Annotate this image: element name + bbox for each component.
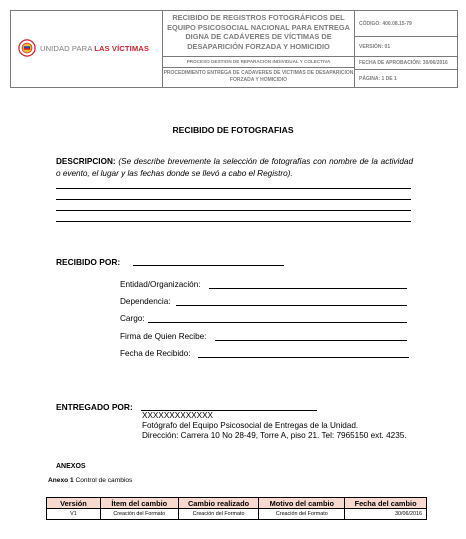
header-title-cell — [163, 11, 355, 87]
annex-1-text: Control de cambios — [73, 477, 133, 484]
position-label: Cargo: — [120, 314, 145, 323]
column-header: Fecha del cambio — [345, 498, 427, 509]
version-label: VERSIÓN: 01 — [355, 37, 457, 57]
position-field[interactable] — [148, 322, 407, 323]
document-title: RECIBIDO DE FOTOGRAFIAS — [172, 125, 294, 135]
column-header: Motivo del cambio — [259, 498, 345, 509]
delivered-address: Dirección: Carrera 10 No 28-49, Torre A, piso 21. Tel: 7965150 ext. 4235. — [142, 430, 407, 440]
form-title: RECIBIDO DE REGISTROS FOTOGRÁFICOS DEL EQUIPO PSICOSOCIAL NACIONAL PARA ENTREGA DIGNA DE CADÁVERES DE VÍCTIMAS DE DESAPARICIÓN FORZADA Y HOMICIDIO — [163, 11, 354, 57]
document-header — [10, 10, 458, 88]
table-row — [47, 509, 427, 520]
table-cell: 30/06/2016 — [345, 509, 427, 520]
delivered-role: Fotógrafo del Equipo Psicosocial de Entregas de la Unidad. — [142, 420, 359, 430]
delivered-name: XXXXXXXXXXXXX — [142, 411, 213, 420]
column-header: Versión — [47, 498, 101, 509]
table-header-row — [47, 498, 427, 509]
description-line[interactable] — [56, 199, 411, 200]
signature-field[interactable] — [215, 340, 407, 341]
code-label: CÓDIGO: 400.08.15-79 — [355, 11, 457, 37]
logo-text: UNIDAD PARA LAS VÍCTIMAS — [40, 43, 150, 53]
procedure-name: PROCEDIMIENTO ENTREGA DE CADAVERES DE VICTIMAS DE DESAPARICION FORZADA Y HOMICIDIO — [163, 70, 354, 83]
annex-1-caption — [48, 477, 132, 484]
annexes-heading: ANEXOS — [56, 463, 86, 470]
column-header: Ítem del cambio — [100, 498, 178, 509]
dependency-label: Dependencia: — [120, 297, 171, 306]
dependency-field[interactable] — [176, 305, 407, 306]
process-name: PROCESO GESTION DE REPARACION INDIVIDUAL Y COLECTIVA — [163, 57, 354, 68]
column-header: Cambio realizado — [178, 498, 259, 509]
table-cell: V1 — [47, 509, 101, 520]
page-number-label: PÁGINA: 1 DE 1 — [359, 75, 397, 82]
description-paragraph — [56, 156, 413, 179]
description-label: DESCRIPCION: — [56, 157, 116, 166]
received-date-label: Fecha de Recibido: — [120, 349, 191, 358]
received-by-label: RECIBIDO POR: — [56, 257, 121, 267]
description-line[interactable] — [56, 188, 411, 189]
delivered-by-label: ENTREGADO POR: — [56, 402, 133, 412]
description-line[interactable] — [56, 221, 411, 222]
annex-1-label: Anexo 1 — [48, 477, 74, 484]
unidad-victimas-logo — [18, 39, 149, 57]
logo-cell — [11, 11, 163, 87]
description-line[interactable] — [56, 210, 411, 211]
colombia-seal-icon — [18, 39, 36, 57]
table-cell: Creación del Formato — [259, 509, 345, 520]
received-date-field[interactable] — [198, 357, 409, 358]
entity-field[interactable] — [209, 288, 407, 289]
table-cell: Creación del Formato — [178, 509, 259, 520]
received-by-field[interactable] — [133, 265, 284, 266]
entity-label: Entidad/Organización: — [120, 280, 201, 289]
signature-label: Firma de Quien Recibe: — [120, 332, 207, 341]
delivered-by-info — [142, 411, 422, 440]
approval-date-label: FECHA DE APROBACIÓN: 30/06/2016 — [355, 57, 457, 70]
change-control-table — [46, 497, 427, 520]
description-text: (Se describe brevemente la selección de fotografías con nombre de la actividad o evento, el lugar y las fechas donde se llevó a cabo el Registro). — [56, 157, 413, 178]
header-meta-cell — [355, 11, 457, 87]
table-cell: Creación del Formato — [100, 509, 178, 520]
